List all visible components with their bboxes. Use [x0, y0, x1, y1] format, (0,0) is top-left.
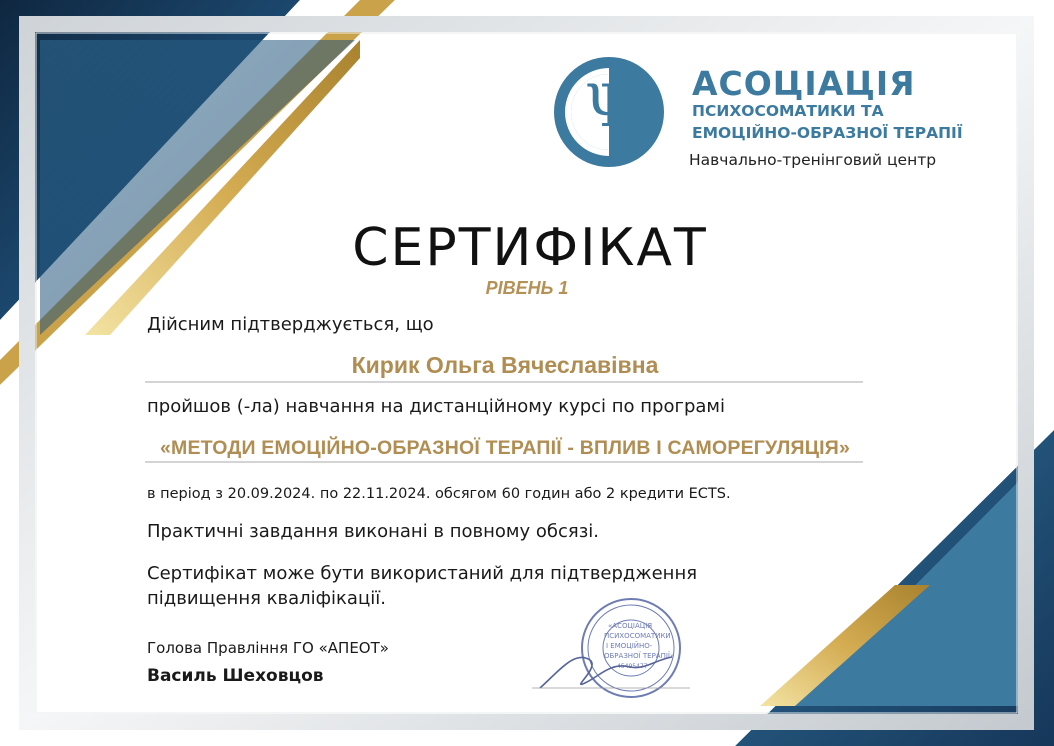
svg-text:45495477: 45495477 [617, 663, 648, 670]
svg-text:«АСОЦІАЦІЯ: «АСОЦІАЦІЯ [608, 622, 653, 630]
practical-text: Практичні завдання виконані в повному обсязі. [147, 521, 600, 542]
usage-text-line1: Сертифікат може бути використаний для підтвердження [147, 563, 698, 584]
svg-text:І ЕМОЦІЙНО-: І ЕМОЦІЙНО- [606, 642, 653, 650]
svg-text:ПСИХОСОМАТИКИ: ПСИХОСОМАТИКИ [604, 632, 671, 640]
period-text: в період з 20.09.2024. по 22.11.2024. обсягом 60 годин або 2 кредити ECTS. [147, 486, 731, 502]
signatory-name: Василь Шеховцов [147, 666, 324, 686]
logo-subtitle-line1: ПСИХОСОМАТИКИ ТА [692, 102, 884, 120]
logo-title: АСОЦІАЦІЯ [692, 64, 916, 103]
usage-text-line2: підвищення кваліфікації. [147, 588, 386, 609]
certificate-level: РІВЕНЬ 1 [485, 278, 569, 298]
logo-subtitle-line2: ЕМОЦІЙНО-ОБРАЗНОЇ ТЕРАПІЇ [692, 124, 963, 142]
program-title: «МЕТОДИ ЕМОЦІЙНО-ОБРАЗНОЇ ТЕРАПІЇ - ВПЛИВ І САМОРЕГУЛЯЦІЯ» [159, 437, 851, 459]
psi-symbol: Ψ [584, 72, 636, 140]
logo-center-name: Навчально-тренінговий центр [689, 151, 937, 169]
recipient-name: Кирик Ольга Вячеславівна [351, 352, 659, 378]
seal-stamp [532, 599, 690, 697]
intro-text: Дійсним підтверджується, що [147, 314, 434, 335]
completion-text: пройшов (-ла) навчання на дистанційному курсі по програмі [147, 396, 725, 417]
signatory-role: Голова Правління ГО «АПЕОТ» [147, 639, 389, 657]
certificate-title: СЕРТИФІКАТ [352, 218, 708, 278]
svg-text:ОБРАЗНОЇ ТЕРАПІЇ»: ОБРАЗНОЇ ТЕРАПІЇ» [604, 652, 675, 660]
